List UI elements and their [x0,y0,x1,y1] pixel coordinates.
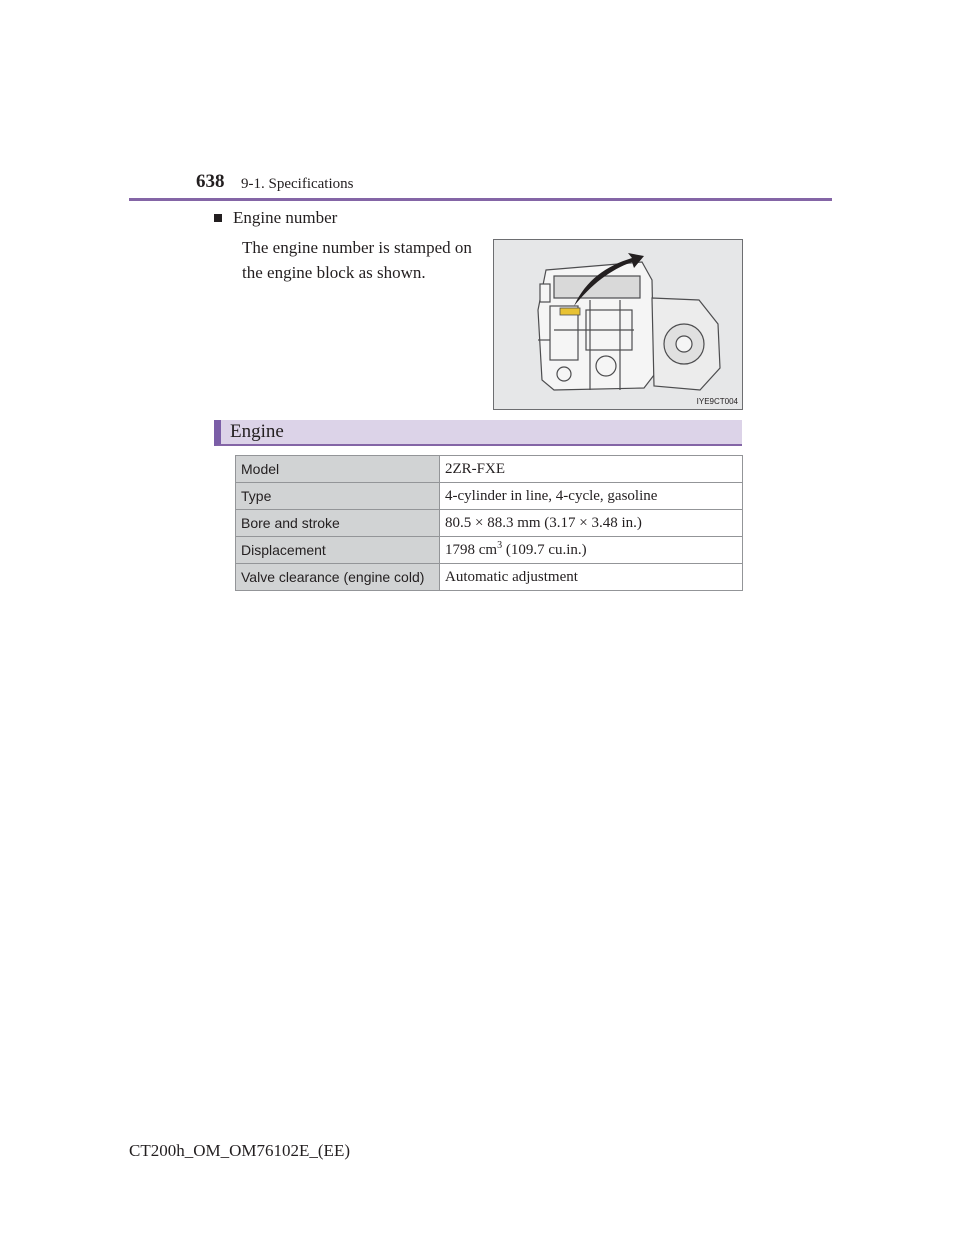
square-bullet-icon [214,214,222,222]
spec-label: Valve clearance (engine cold) [236,564,440,591]
spec-label: Displacement [236,537,440,564]
spec-label: Type [236,483,440,510]
displacement-value: 1798 cm [445,541,498,558]
engine-spec-table [235,455,743,591]
spec-label: Bore and stroke [236,510,440,537]
table-row [236,456,743,483]
figure-code: IYE9CT004 [696,397,738,406]
section-title: 9-1. Specifications [241,176,354,192]
spec-value: 4-cylinder in line, 4-cycle, gasoline [440,483,743,510]
header-divider [129,198,832,201]
engine-number-heading-text: Engine number [233,208,338,227]
displacement-imperial: (109.7 cu.in.) [502,541,587,558]
engine-section-heading-text: Engine [230,421,284,442]
page-number: 638 [196,171,225,192]
engine-section-heading [214,420,742,446]
spec-value [440,537,743,564]
spec-value: 2ZR-FXE [440,456,743,483]
spec-value: 80.5 × 88.3 mm (3.17 × 3.48 in.) [440,510,743,537]
table-row [236,510,743,537]
engine-number-heading [214,208,337,228]
engine-number-description: The engine number is stamped on the engine block as shown. [242,238,472,282]
spec-value: Automatic adjustment [440,564,743,591]
spec-label: Model [236,456,440,483]
table-row [236,537,743,564]
table-row [236,564,743,591]
document-code: CT200h_OM_OM76102E_(EE) [129,1141,350,1160]
engine-block-illustration [493,239,743,410]
engine-number-stamp [560,308,580,315]
displacement-superscript: 3 [497,539,503,551]
table-row [236,483,743,510]
